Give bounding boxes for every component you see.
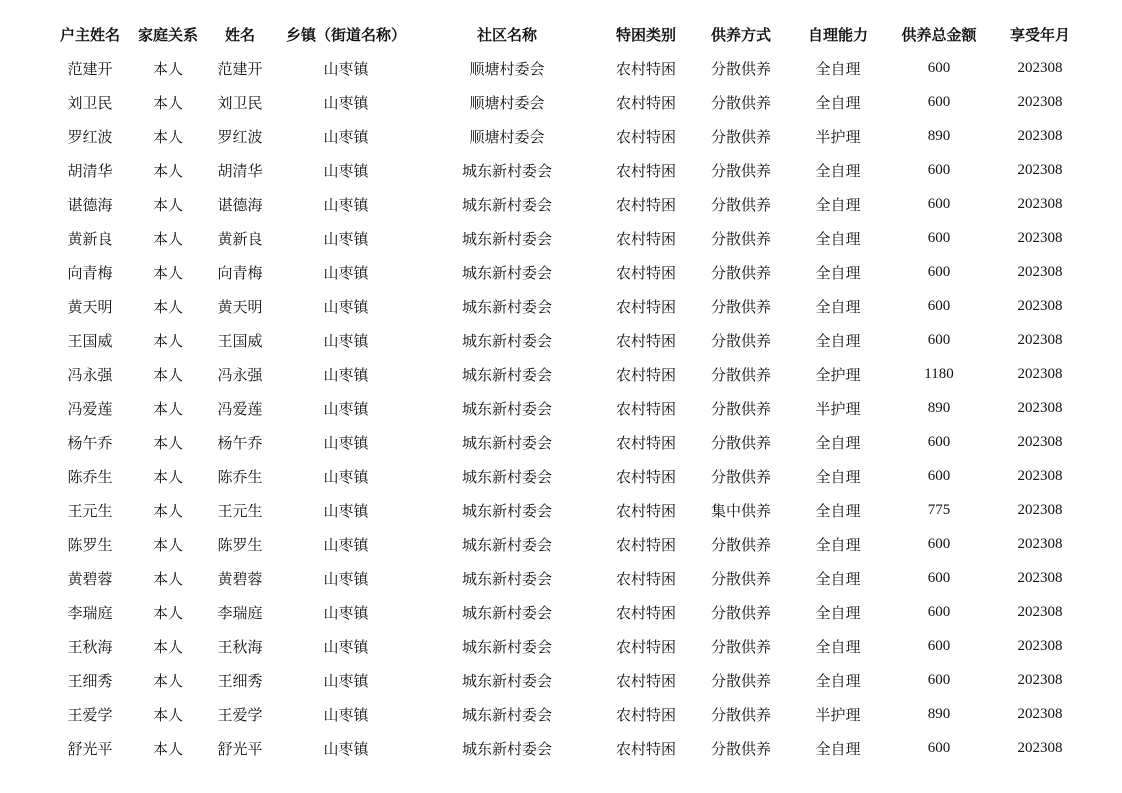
cell-support-mode: 分散供养 — [710, 705, 771, 724]
cell-self-care: 全自理 — [815, 331, 861, 350]
cell-amount: 890 — [927, 705, 951, 722]
cell-self-care: 全自理 — [815, 637, 861, 656]
cell-relation: 本人 — [152, 433, 183, 452]
cell-period: 202308 — [1017, 671, 1063, 688]
cell-amount: 600 — [927, 739, 951, 756]
cell-amount: 600 — [927, 637, 951, 654]
table-row — [46, 255, 1088, 289]
cell-period: 202308 — [1017, 399, 1063, 416]
cell-support-mode: 分散供养 — [710, 467, 771, 486]
cell-community: 城东新村委会 — [461, 467, 552, 486]
cell-township: 山枣镇 — [323, 59, 369, 78]
cell-relation: 本人 — [152, 671, 183, 690]
cell-amount: 775 — [927, 501, 951, 518]
cell-self-care: 全自理 — [815, 229, 861, 248]
header-township: 乡镇（街道名称） — [285, 25, 406, 44]
cell-relation: 本人 — [152, 297, 183, 316]
cell-amount: 600 — [927, 263, 951, 280]
cell-amount: 600 — [927, 229, 951, 246]
cell-community: 城东新村委会 — [461, 569, 552, 588]
cell-household-head: 王秋海 — [67, 637, 113, 656]
table-row — [46, 221, 1088, 255]
cell-self-care: 全自理 — [815, 739, 861, 758]
cell-household-head: 王国威 — [67, 331, 113, 350]
cell-support-mode: 分散供养 — [710, 331, 771, 350]
cell-category: 农村特困 — [615, 229, 676, 248]
cell-support-mode: 分散供养 — [710, 229, 771, 248]
table-row — [46, 493, 1088, 527]
table-row — [46, 51, 1088, 85]
cell-township: 山枣镇 — [323, 399, 369, 418]
assistance-roster-table — [46, 17, 1088, 765]
cell-category: 农村特困 — [615, 59, 676, 78]
cell-relation: 本人 — [152, 399, 183, 418]
cell-support-mode: 分散供养 — [710, 603, 771, 622]
cell-amount: 600 — [927, 331, 951, 348]
cell-township: 山枣镇 — [323, 705, 369, 724]
cell-relation: 本人 — [152, 365, 183, 384]
cell-category: 农村特困 — [615, 263, 676, 282]
header-name: 姓名 — [224, 25, 255, 44]
cell-community: 城东新村委会 — [461, 331, 552, 350]
table-row — [46, 731, 1088, 765]
header-support-mode: 供养方式 — [710, 25, 771, 44]
cell-community: 城东新村委会 — [461, 229, 552, 248]
cell-relation: 本人 — [152, 161, 183, 180]
cell-self-care: 全自理 — [815, 161, 861, 180]
cell-name: 王国威 — [217, 331, 263, 350]
table-row — [46, 629, 1088, 663]
cell-support-mode: 分散供养 — [710, 127, 771, 146]
cell-category: 农村特困 — [615, 501, 676, 520]
cell-relation: 本人 — [152, 331, 183, 350]
cell-township: 山枣镇 — [323, 569, 369, 588]
cell-relation: 本人 — [152, 467, 183, 486]
cell-amount: 600 — [927, 535, 951, 552]
cell-relation: 本人 — [152, 229, 183, 248]
cell-household-head: 胡清华 — [67, 161, 113, 180]
cell-name: 向青梅 — [217, 263, 263, 282]
cell-household-head: 王细秀 — [67, 671, 113, 690]
cell-township: 山枣镇 — [323, 467, 369, 486]
header-category: 特困类别 — [615, 25, 676, 44]
cell-amount: 890 — [927, 127, 951, 144]
cell-name: 范建开 — [217, 59, 263, 78]
cell-relation: 本人 — [152, 535, 183, 554]
cell-household-head: 黄新良 — [67, 229, 113, 248]
header-community: 社区名称 — [476, 25, 537, 44]
cell-community: 城东新村委会 — [461, 501, 552, 520]
cell-household-head: 李瑞庭 — [67, 603, 113, 622]
cell-community: 城东新村委会 — [461, 433, 552, 452]
cell-category: 农村特困 — [615, 161, 676, 180]
cell-relation: 本人 — [152, 93, 183, 112]
cell-self-care: 全自理 — [815, 535, 861, 554]
cell-amount: 600 — [927, 569, 951, 586]
cell-self-care: 全自理 — [815, 501, 861, 520]
table-row — [46, 663, 1088, 697]
cell-township: 山枣镇 — [323, 297, 369, 316]
cell-category: 农村特困 — [615, 671, 676, 690]
cell-township: 山枣镇 — [323, 161, 369, 180]
cell-household-head: 范建开 — [67, 59, 113, 78]
cell-amount: 600 — [927, 195, 951, 212]
cell-household-head: 舒光平 — [67, 739, 113, 758]
cell-name: 李瑞庭 — [217, 603, 263, 622]
cell-name: 杨午乔 — [217, 433, 263, 452]
cell-amount: 890 — [927, 399, 951, 416]
cell-support-mode: 分散供养 — [710, 195, 771, 214]
cell-category: 农村特困 — [615, 705, 676, 724]
cell-community: 城东新村委会 — [461, 739, 552, 758]
cell-township: 山枣镇 — [323, 603, 369, 622]
cell-community: 顺塘村委会 — [469, 127, 545, 146]
roster-body — [46, 51, 1088, 765]
cell-support-mode: 分散供养 — [710, 297, 771, 316]
cell-name: 胡清华 — [217, 161, 263, 180]
cell-self-care: 半护理 — [815, 399, 861, 418]
cell-self-care: 全自理 — [815, 93, 861, 112]
cell-community: 城东新村委会 — [461, 535, 552, 554]
cell-township: 山枣镇 — [323, 93, 369, 112]
cell-support-mode: 集中供养 — [710, 501, 771, 520]
header-period: 享受年月 — [1009, 25, 1070, 44]
cell-category: 农村特困 — [615, 433, 676, 452]
cell-period: 202308 — [1017, 501, 1063, 518]
table-row — [46, 187, 1088, 221]
cell-self-care: 全自理 — [815, 467, 861, 486]
cell-category: 农村特困 — [615, 331, 676, 350]
header-amount: 供养总金额 — [901, 25, 977, 44]
cell-community: 城东新村委会 — [461, 365, 552, 384]
cell-household-head: 罗红波 — [67, 127, 113, 146]
cell-period: 202308 — [1017, 365, 1063, 382]
cell-self-care: 全自理 — [815, 263, 861, 282]
cell-support-mode: 分散供养 — [710, 433, 771, 452]
cell-period: 202308 — [1017, 331, 1063, 348]
cell-name: 黄碧蓉 — [217, 569, 263, 588]
cell-township: 山枣镇 — [323, 501, 369, 520]
cell-community: 城东新村委会 — [461, 297, 552, 316]
cell-relation: 本人 — [152, 705, 183, 724]
cell-community: 顺塘村委会 — [469, 93, 545, 112]
cell-relation: 本人 — [152, 59, 183, 78]
cell-household-head: 陈乔生 — [67, 467, 113, 486]
cell-township: 山枣镇 — [323, 637, 369, 656]
cell-township: 山枣镇 — [323, 365, 369, 384]
header-relation: 家庭关系 — [137, 25, 198, 44]
cell-community: 城东新村委会 — [461, 705, 552, 724]
cell-name: 冯永强 — [217, 365, 263, 384]
cell-name: 王元生 — [217, 501, 263, 520]
cell-category: 农村特困 — [615, 569, 676, 588]
cell-household-head: 黄天明 — [67, 297, 113, 316]
cell-name: 陈乔生 — [217, 467, 263, 486]
cell-amount: 600 — [927, 467, 951, 484]
cell-category: 农村特困 — [615, 297, 676, 316]
cell-support-mode: 分散供养 — [710, 59, 771, 78]
cell-category: 农村特困 — [615, 603, 676, 622]
cell-category: 农村特困 — [615, 637, 676, 656]
cell-township: 山枣镇 — [323, 739, 369, 758]
cell-name: 陈罗生 — [217, 535, 263, 554]
cell-township: 山枣镇 — [323, 229, 369, 248]
cell-household-head: 杨午乔 — [67, 433, 113, 452]
cell-support-mode: 分散供养 — [710, 535, 771, 554]
table-row — [46, 289, 1088, 323]
cell-relation: 本人 — [152, 263, 183, 282]
cell-support-mode: 分散供养 — [710, 569, 771, 588]
cell-self-care: 全护理 — [815, 365, 861, 384]
cell-self-care: 全自理 — [815, 569, 861, 588]
cell-period: 202308 — [1017, 59, 1063, 76]
cell-self-care: 全自理 — [815, 59, 861, 78]
cell-relation: 本人 — [152, 501, 183, 520]
table-row — [46, 119, 1088, 153]
table-row — [46, 153, 1088, 187]
cell-period: 202308 — [1017, 569, 1063, 586]
cell-household-head: 冯永强 — [67, 365, 113, 384]
cell-amount: 600 — [927, 603, 951, 620]
cell-name: 黄新良 — [217, 229, 263, 248]
cell-township: 山枣镇 — [323, 127, 369, 146]
cell-category: 农村特困 — [615, 399, 676, 418]
cell-community: 城东新村委会 — [461, 603, 552, 622]
cell-self-care: 半护理 — [815, 705, 861, 724]
cell-category: 农村特困 — [615, 127, 676, 146]
cell-name: 王爱学 — [217, 705, 263, 724]
table-row — [46, 459, 1088, 493]
cell-period: 202308 — [1017, 93, 1063, 110]
cell-township: 山枣镇 — [323, 671, 369, 690]
cell-support-mode: 分散供养 — [710, 365, 771, 384]
table-row — [46, 561, 1088, 595]
cell-amount: 600 — [927, 297, 951, 314]
cell-category: 农村特困 — [615, 467, 676, 486]
cell-period: 202308 — [1017, 705, 1063, 722]
cell-support-mode: 分散供养 — [710, 637, 771, 656]
cell-amount: 600 — [927, 59, 951, 76]
cell-household-head: 向青梅 — [67, 263, 113, 282]
cell-support-mode: 分散供养 — [710, 399, 771, 418]
cell-period: 202308 — [1017, 467, 1063, 484]
cell-amount: 600 — [927, 93, 951, 110]
cell-amount: 1180 — [924, 365, 954, 382]
cell-support-mode: 分散供养 — [710, 263, 771, 282]
cell-relation: 本人 — [152, 195, 183, 214]
table-row — [46, 527, 1088, 561]
cell-period: 202308 — [1017, 263, 1063, 280]
cell-self-care: 半护理 — [815, 127, 861, 146]
table-row — [46, 323, 1088, 357]
header-row — [46, 17, 1088, 51]
cell-township: 山枣镇 — [323, 263, 369, 282]
cell-community: 顺塘村委会 — [469, 59, 545, 78]
cell-name: 冯爱莲 — [217, 399, 263, 418]
cell-township: 山枣镇 — [323, 433, 369, 452]
cell-category: 农村特困 — [615, 195, 676, 214]
cell-name: 黄天明 — [217, 297, 263, 316]
cell-period: 202308 — [1017, 739, 1063, 756]
cell-name: 刘卫民 — [217, 93, 263, 112]
cell-category: 农村特困 — [615, 365, 676, 384]
cell-support-mode: 分散供养 — [710, 93, 771, 112]
cell-household-head: 黄碧蓉 — [67, 569, 113, 588]
table-row — [46, 85, 1088, 119]
cell-relation: 本人 — [152, 739, 183, 758]
cell-period: 202308 — [1017, 229, 1063, 246]
cell-household-head: 谌德海 — [67, 195, 113, 214]
cell-self-care: 全自理 — [815, 433, 861, 452]
cell-period: 202308 — [1017, 535, 1063, 552]
cell-relation: 本人 — [152, 127, 183, 146]
cell-self-care: 全自理 — [815, 603, 861, 622]
cell-support-mode: 分散供养 — [710, 161, 771, 180]
cell-amount: 600 — [927, 161, 951, 178]
cell-period: 202308 — [1017, 195, 1063, 212]
cell-period: 202308 — [1017, 637, 1063, 654]
cell-amount: 600 — [927, 671, 951, 688]
table-row — [46, 357, 1088, 391]
cell-period: 202308 — [1017, 161, 1063, 178]
table-row — [46, 697, 1088, 731]
header-household-head: 户主姓名 — [59, 25, 120, 44]
cell-household-head: 冯爱莲 — [67, 399, 113, 418]
cell-period: 202308 — [1017, 127, 1063, 144]
cell-household-head: 刘卫民 — [67, 93, 113, 112]
cell-township: 山枣镇 — [323, 195, 369, 214]
cell-community: 城东新村委会 — [461, 263, 552, 282]
cell-self-care: 全自理 — [815, 671, 861, 690]
cell-period: 202308 — [1017, 297, 1063, 314]
cell-household-head: 王元生 — [67, 501, 113, 520]
cell-relation: 本人 — [152, 603, 183, 622]
cell-name: 谌德海 — [217, 195, 263, 214]
cell-support-mode: 分散供养 — [710, 671, 771, 690]
table-row — [46, 595, 1088, 629]
cell-self-care: 全自理 — [815, 297, 861, 316]
cell-category: 农村特困 — [615, 535, 676, 554]
cell-township: 山枣镇 — [323, 331, 369, 350]
cell-category: 农村特困 — [615, 739, 676, 758]
cell-name: 舒光平 — [217, 739, 263, 758]
cell-community: 城东新村委会 — [461, 637, 552, 656]
cell-community: 城东新村委会 — [461, 161, 552, 180]
cell-community: 城东新村委会 — [461, 671, 552, 690]
cell-household-head: 陈罗生 — [67, 535, 113, 554]
table-row — [46, 425, 1088, 459]
cell-support-mode: 分散供养 — [710, 739, 771, 758]
cell-period: 202308 — [1017, 603, 1063, 620]
cell-name: 王细秀 — [217, 671, 263, 690]
cell-self-care: 全自理 — [815, 195, 861, 214]
cell-household-head: 王爱学 — [67, 705, 113, 724]
cell-name: 王秋海 — [217, 637, 263, 656]
cell-community: 城东新村委会 — [461, 399, 552, 418]
cell-name: 罗红波 — [217, 127, 263, 146]
cell-relation: 本人 — [152, 569, 183, 588]
table-row — [46, 391, 1088, 425]
cell-community: 城东新村委会 — [461, 195, 552, 214]
cell-relation: 本人 — [152, 637, 183, 656]
cell-category: 农村特困 — [615, 93, 676, 112]
cell-township: 山枣镇 — [323, 535, 369, 554]
cell-period: 202308 — [1017, 433, 1063, 450]
cell-amount: 600 — [927, 433, 951, 450]
header-self-care: 自理能力 — [807, 25, 868, 44]
